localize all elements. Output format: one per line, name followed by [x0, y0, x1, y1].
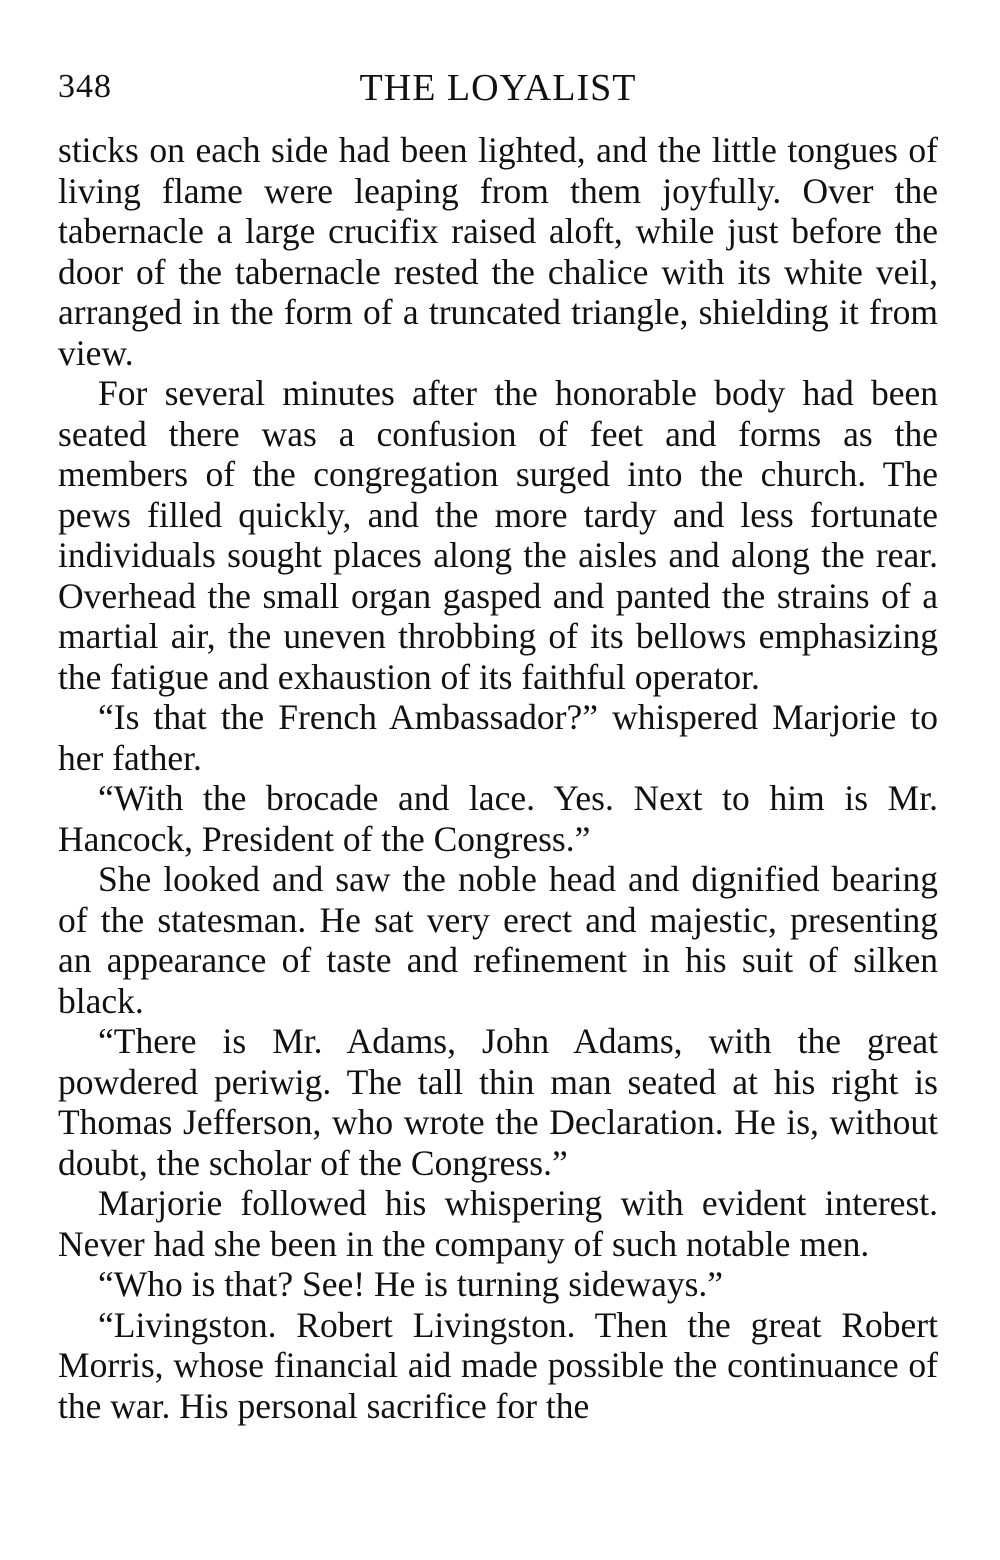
running-head	[58, 62, 938, 122]
paragraph: Marjorie followed his whispering with evident interest. Never had she been in the company of such notable men.	[58, 1183, 938, 1264]
paragraph: “With the brocade and lace. Yes. Next to him is Mr. Hancock, President of the Congress.”	[58, 778, 938, 859]
paragraph: sticks on each side had been lighted, and the little tongues of living flame were leaping from them joyfully. Over the tabernacle a large crucifix raised aloft, while just before the door of the tabernacle rested the chalice with its white veil, arranged in the form of a truncated triangle, shielding it from view.	[58, 130, 938, 373]
body-text	[58, 130, 938, 1426]
book-page	[58, 62, 938, 1426]
page-number: 348	[58, 68, 112, 105]
paragraph: “There is Mr. Adams, John Adams, with the great powdered periwig. The tall thin man seated at his right is Thomas Jefferson, who wrote the Declaration. He is, without doubt, the scholar of the Congress.”	[58, 1021, 938, 1183]
paragraph: For several minutes after the honorable body had been seated there was a confusion of feet and forms as the members of the congregation surged into the church. The pews filled quickly, and the more tardy and less fortunate individuals sought places along the aisles and along the rear. Overhead the small organ gasped and panted the strains of a martial air, the uneven throbbing of its bellows emphasizing the fatigue and exhaustion of its faithful operator.	[58, 373, 938, 697]
paragraph: “Is that the French Ambassador?” whispered Marjorie to her father.	[58, 697, 938, 778]
paragraph: She looked and saw the noble head and dignified bearing of the statesman. He sat very erect and majestic, presenting an appearance of taste and refinement in his suit of silken black.	[58, 859, 938, 1021]
paragraph: “Who is that? See! He is turning sideways.”	[98, 1264, 724, 1304]
paragraph: “Livingston. Robert Livingston. Then the great Robert Morris, whose financial aid made possible the continuance of the war. His personal sacrifice for the	[58, 1304, 938, 1426]
book-title: THE LOYALIST	[359, 67, 637, 109]
